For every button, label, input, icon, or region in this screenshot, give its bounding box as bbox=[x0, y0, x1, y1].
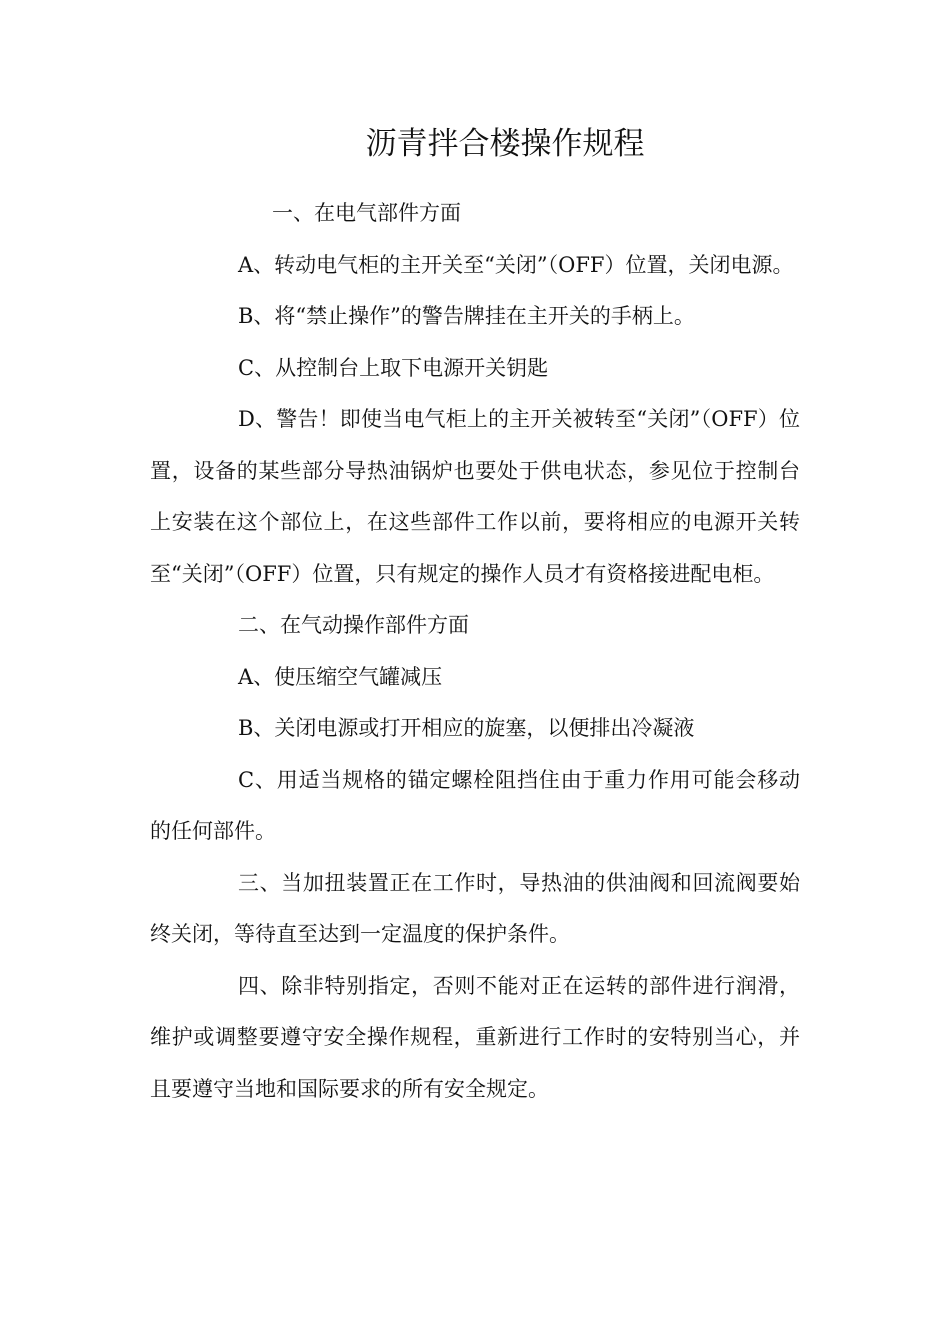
document-title: 沥青拌合楼操作规程 bbox=[365, 126, 645, 162]
paragraph-pneumatic-c: C、用适当规格的锚定螺栓阻挡住由于重力作用可能会移动的任何部件。 bbox=[150, 767, 800, 843]
section-heading-pneumatic: 二、在气动操作部件方面 bbox=[238, 613, 469, 637]
section-heading-electrical: 一、在电气部件方面 bbox=[272, 201, 461, 225]
paragraph-section-four: 四、除非特别指定，否则不能对正在运转的部件进行润滑，维护或调整要遵守安全操作规程，重新进行工作时的安特别当心，并且要遵守当地和国际要求的所有安全规定。 bbox=[150, 973, 800, 1101]
paragraph-pneumatic-a: A、使压缩空气罐减压 bbox=[238, 664, 443, 689]
paragraph-electrical-b: B、将“禁止操作”的警告牌挂在主开关的手柄上。 bbox=[238, 304, 695, 328]
paragraph-electrical-d-warning: D、警告！即使当电气柜上的主开关被转至“关闭”（OFF）位置，设备的某些部分导热油锅炉也要处于供电状态，参见位于控制台上安装在这个部位上，在这些部件工作以前，要将相应的电源开关转至“关闭”（OFF）位置，只有规定的操作人员才有资格接进配电柜。 bbox=[150, 407, 800, 586]
paragraph-electrical-a: A、转动电气柜的主开关至“关闭”（OFF）位置，关闭电源。 bbox=[238, 252, 794, 277]
paragraph-electrical-c: C、从控制台上取下电源开关钥匙 bbox=[238, 355, 549, 380]
paragraph-section-three: 三、当加扭装置正在工作时，导热油的供油阀和回流阀要始终关闭，等待直至达到一定温度的保护条件。 bbox=[150, 870, 800, 946]
document-body bbox=[150, 188, 800, 1115]
paragraph-pneumatic-b: B、关闭电源或打开相应的旋塞，以便排出冷凝液 bbox=[238, 716, 695, 740]
